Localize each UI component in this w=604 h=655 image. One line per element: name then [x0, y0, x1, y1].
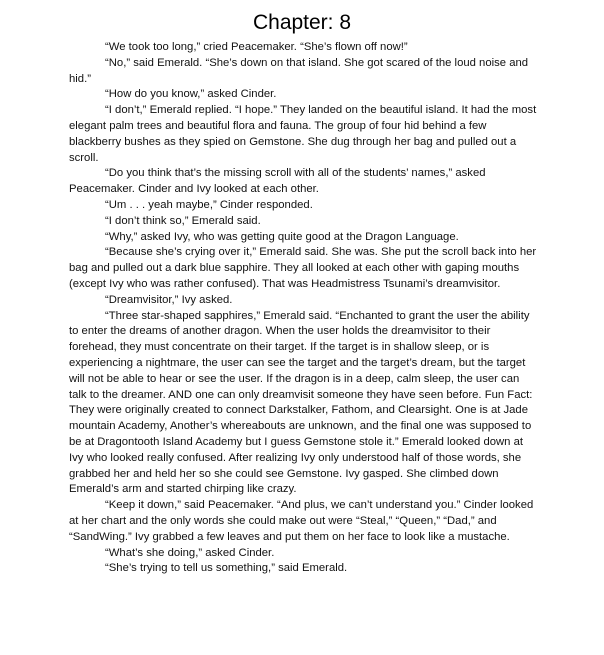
paragraph: “No,” said Emerald. “She’s down on that island. She got scared of the loud noise and hid.” [69, 56, 529, 85]
paragraph: “Three star-shaped sapphires,” Emerald said. “Enchanted to grant the user the ability to enter the dreams of another dragon. When the user holds the dreamvisitor to their forehead, they must concentrate on their target. If the target is in shallow sleep, or is experiencing a nightmare, the user can see the target and the target’s dream, but the target will not be able to hear or see the user. If the dragon is in a deep, calm sleep, the user can talk to the dreamer. AND one can only dreamvisit someone they have seen before. Fun Fact: They were originally created to connect Darkstalker, Fathom, and Clearsight. One is at Jade mountain Academy, Another’s whereabouts are unknown, and the final one was supposed to be at Dragontooth Island Academy but I guess Gemstone stole it.” Emerald looked down at Ivy who looked really confused. After realizing Ivy only understood half of those words, she grabbed her and held her so she could see Gemstone. Ivy gasped. She climbed down Emerald’s arm and started chirping like crazy. [69, 309, 533, 496]
chapter-body [69, 40, 539, 577]
paragraph: “We took too long,” cried Peacemaker. “She’s flown off now!” [105, 41, 408, 53]
paragraph: “What’s she doing,” asked Cinder. [105, 546, 275, 559]
paragraph: “Keep it down,” said Peacemaker. “And plus, we can’t understand you.” Cinder looked at her chart and the only words she could make out were “Steal,” “Queen,” “Dad,” and “SandWing.” Ivy grabbed a few leaves and put them on her face to look like a mustache. [69, 499, 534, 543]
paragraph: “Because she’s crying over it,” Emerald said. She was. She put the scroll back into her bag and pulled out a dark blue sapphire. They all looked at each other with gaping mouths (except Ivy who was rather confused). That was Headmistress Tsunami’s dreamvisitor. [69, 246, 537, 290]
paragraph: “How do you know,” asked Cinder. [105, 88, 277, 101]
paragraph: “Why,” asked Ivy, who was getting quite good at the Dragon Language. [105, 230, 459, 243]
paragraph: “I don’t,” Emerald replied. “I hope.” They landed on the beautiful island. It had the most elegant palm trees and beautiful flora and fauna. The group of four hid behind a few blackberry bushes as they spied on Gemstone. She dug through her bag and pulled out a scroll. [69, 104, 537, 164]
chapter-title: Chapter: 8 [252, 11, 352, 34]
paragraph: “Do you think that’s the missing scroll with all of the students’ names,” asked Peacemaker. Cinder and Ivy looked at each other. [69, 167, 486, 196]
paragraph: “Um . . . yeah maybe,” Cinder responded. [105, 198, 313, 211]
paragraph: “She’s trying to tell us something,” said Emerald. [105, 562, 348, 575]
paragraph: “Dreamvisitor,” Ivy asked. [105, 293, 233, 306]
paragraph: “I don’t think so,” Emerald said. [105, 214, 261, 227]
